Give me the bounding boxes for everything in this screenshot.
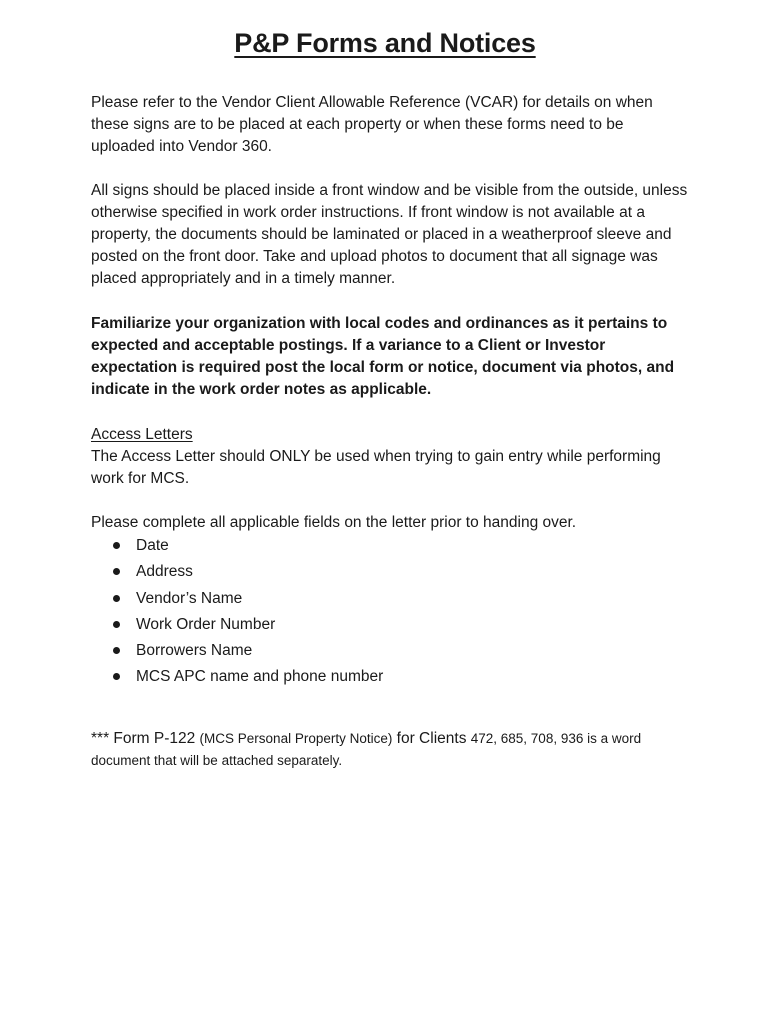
footnote-clients: 472, 685, 708, 936 is a word document that will be attached separately. bbox=[91, 731, 642, 768]
footnote-middle: for Clients bbox=[392, 730, 471, 747]
fields-intro: Please complete all applicable fields on the letter prior to handing over. bbox=[91, 514, 577, 531]
list-item: Borrowers Name bbox=[113, 639, 383, 665]
footnote bbox=[91, 728, 691, 772]
list-item: Work Order Number bbox=[113, 613, 383, 639]
access-letters-section bbox=[91, 424, 691, 490]
bullet-icon bbox=[113, 621, 120, 628]
access-letters-heading: Access Letters bbox=[91, 426, 193, 443]
list-item: Vendor’s Name bbox=[113, 587, 383, 613]
list-item: Date bbox=[113, 534, 383, 560]
codes-paragraph: Familiarize your organization with local codes and ordinances as it pertains to expected and acceptable postings. If a variance to a Client or Investor expectation is required post the local form or notice, document via photos, and indicate in the work order notes as applicable. bbox=[91, 315, 675, 398]
footnote-prefix: *** Form P-122 bbox=[91, 730, 200, 747]
footnote-form-name: (MCS Personal Property Notice) bbox=[199, 731, 393, 746]
bullet-icon bbox=[113, 595, 120, 602]
signs-paragraph: All signs should be placed inside a front window and be visible from the outside, unless otherwise specified in work order instructions. If front window is not available at a property, the documents should be laminated or placed in a weatherproof sleeve and posted on the front door. Take and upload photos to document that all signage was placed appropriately and in a timely manner. bbox=[91, 182, 688, 287]
bullet-icon bbox=[113, 673, 120, 680]
bullet-icon bbox=[113, 647, 120, 654]
access-letters-body: The Access Letter should ONLY be used when trying to gain entry while performing work for MCS. bbox=[91, 448, 661, 487]
list-item: Address bbox=[113, 560, 383, 586]
intro-paragraph: Please refer to the Vendor Client Allowable Reference (VCAR) for details on when these signs are to be placed at each property or when these forms need to be uploaded into Vendor 360. bbox=[91, 94, 653, 155]
fields-list bbox=[113, 534, 383, 692]
list-item: MCS APC name and phone number bbox=[113, 665, 383, 691]
bullet-icon bbox=[113, 542, 120, 549]
bullet-icon bbox=[113, 568, 120, 575]
page-title: P&P Forms and Notices bbox=[234, 28, 536, 58]
